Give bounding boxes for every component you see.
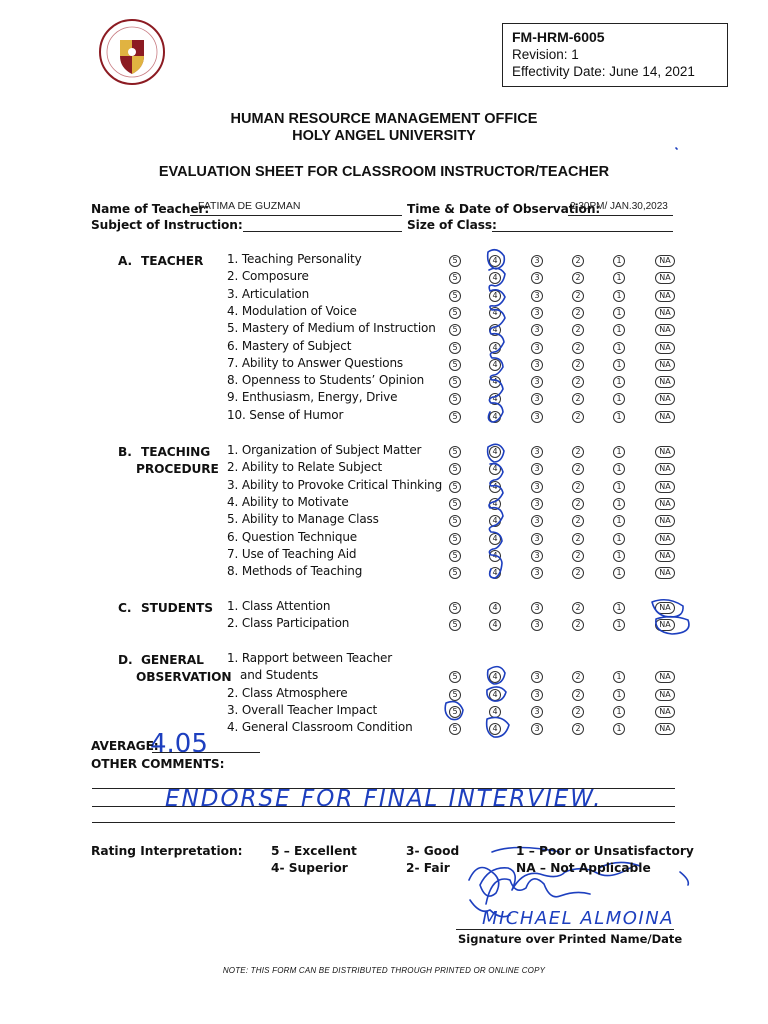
signature-name: MICHAEL ALMOINA (482, 908, 675, 929)
criterion-label: 1. Class Attention (227, 599, 331, 613)
rating-option-3[interactable]: 3 (531, 393, 543, 405)
criterion-label: 10. Sense of Humor (227, 407, 344, 422)
comment-line-3 (92, 822, 675, 823)
average-handwritten: 4.05 (150, 729, 208, 759)
section-name: TEACHER (141, 254, 204, 268)
criterion-label: 2. Composure (227, 269, 309, 284)
pen-circle-d1 (488, 667, 505, 684)
criterion-label: 8. Methods of Teaching (227, 564, 363, 579)
rating-option-na[interactable]: NA (655, 515, 675, 527)
rating-option-5[interactable]: 5 (449, 567, 461, 579)
rating-option-1[interactable]: 1 (613, 533, 625, 545)
rating-option-4[interactable]: 4 (489, 533, 501, 545)
rating-option-3[interactable]: 3 (531, 689, 543, 701)
criterion-label: 9. Enthusiasm, Energy, Drive (227, 390, 398, 405)
rating-option-5[interactable]: 5 (449, 411, 461, 423)
rating-option-4[interactable]: 4 (489, 342, 501, 354)
rating-option-5[interactable]: 5 (449, 515, 461, 527)
rating-option-4[interactable]: 4 (489, 515, 501, 527)
rating-option-2[interactable]: 2 (572, 619, 584, 631)
interp-fair: 2- Fair (406, 861, 450, 875)
rating-option-na[interactable]: NA (655, 533, 675, 545)
comment-line-2 (92, 806, 675, 807)
rating-option-4[interactable]: 4 (489, 689, 501, 701)
pen-circle-c1 (652, 600, 683, 617)
rating-option-2[interactable]: 2 (572, 723, 584, 735)
rating-option-5[interactable]: 5 (449, 706, 461, 718)
rating-option-2[interactable]: 2 (572, 255, 584, 267)
criterion-label: 5. Ability to Manage Class (227, 512, 379, 527)
office-title: HUMAN RESOURCE MANAGEMENT OFFICE (230, 111, 538, 127)
rating-option-1[interactable]: 1 (613, 359, 625, 371)
rating-option-1[interactable]: 1 (613, 723, 625, 735)
criterion-label: 6. Question Technique (227, 529, 358, 544)
pen-circle-d2 (487, 687, 506, 701)
criterion-label: 8. Openness to Students’ Opinion (227, 373, 425, 388)
rating-option-na[interactable]: NA (655, 393, 675, 405)
comment-line-1 (92, 788, 675, 789)
rating-option-na[interactable]: NA (655, 498, 675, 510)
rating-option-1[interactable]: 1 (613, 342, 625, 354)
revision: Revision: 1 (512, 47, 579, 62)
rating-option-na[interactable]: NA (655, 550, 675, 562)
rating-option-1[interactable]: 1 (613, 376, 625, 388)
rating-option-5[interactable]: 5 (449, 481, 461, 493)
rating-option-4[interactable]: 4 (489, 359, 501, 371)
rating-option-3[interactable]: 3 (531, 515, 543, 527)
criterion-label: 3. Ability to Provoke Critical Thinking (227, 477, 443, 492)
rating-option-1[interactable]: 1 (613, 324, 625, 336)
rating-option-4[interactable]: 4 (489, 446, 501, 458)
rating-option-4[interactable]: 4 (489, 706, 501, 718)
rating-option-4[interactable]: 4 (489, 723, 501, 735)
rating-option-5[interactable]: 5 (449, 671, 461, 683)
average-line (152, 752, 260, 753)
rating-option-1[interactable]: 1 (613, 689, 625, 701)
rating-option-3[interactable]: 3 (531, 619, 543, 631)
rating-option-5[interactable]: 5 (449, 376, 461, 388)
rating-option-na[interactable]: NA (655, 463, 675, 475)
rating-option-5[interactable]: 5 (449, 498, 461, 510)
rating-option-4[interactable]: 4 (489, 550, 501, 562)
rating-option-5[interactable]: 5 (449, 324, 461, 336)
rating-option-4[interactable]: 4 (489, 671, 501, 683)
time-value: 2:30PM/ JAN.30,2023 (570, 201, 668, 212)
rating-option-5[interactable]: 5 (449, 446, 461, 458)
criterion-label-continued: and Students (240, 668, 319, 683)
rating-option-2[interactable]: 2 (572, 498, 584, 510)
dot-mark (676, 148, 677, 149)
interpretation-label: Rating Interpretation: (91, 844, 243, 858)
rating-option-1[interactable]: 1 (613, 671, 625, 683)
rating-option-1[interactable]: 1 (613, 498, 625, 510)
rating-option-4[interactable]: 4 (489, 272, 501, 284)
rating-option-3[interactable]: 3 (531, 342, 543, 354)
rating-option-na[interactable]: NA (655, 481, 675, 493)
rating-option-na[interactable]: NA (655, 411, 675, 423)
rating-option-na[interactable]: NA (655, 567, 675, 579)
rating-option-1[interactable]: 1 (613, 411, 625, 423)
teacher-label: Name of Teacher: (91, 202, 210, 216)
rating-option-5[interactable]: 5 (449, 619, 461, 631)
rating-option-3[interactable]: 3 (531, 498, 543, 510)
rating-option-5[interactable]: 5 (449, 307, 461, 319)
pen-circle-d3 (445, 702, 463, 720)
criterion-label: 2. Class Atmosphere (227, 685, 348, 700)
rating-option-2[interactable]: 2 (572, 533, 584, 545)
criterion-label: 3. Overall Teacher Impact (227, 702, 378, 717)
rating-option-na[interactable]: NA (655, 706, 675, 718)
university-title: HOLY ANGEL UNIVERSITY (292, 128, 476, 144)
rating-option-3[interactable]: 3 (531, 463, 543, 475)
rating-option-1[interactable]: 1 (613, 515, 625, 527)
rating-option-1[interactable]: 1 (613, 307, 625, 319)
average-label: AVERAGE: (91, 739, 159, 753)
rating-option-3[interactable]: 3 (531, 255, 543, 267)
rating-option-2[interactable]: 2 (572, 324, 584, 336)
section-name: GENERAL (141, 653, 204, 667)
section-name: TEACHING (141, 445, 211, 459)
interp-na: NA – Not Applicable (516, 861, 651, 875)
section-name: OBSERVATION (136, 670, 232, 685)
rating-option-3[interactable]: 3 (531, 359, 543, 371)
criterion-label: 7. Use of Teaching Aid (227, 546, 357, 561)
rating-option-3[interactable]: 3 (531, 567, 543, 579)
interp-poor: 1 – Poor or Unsatisfactory (516, 844, 694, 858)
rating-option-na[interactable]: NA (655, 307, 675, 319)
rating-option-5[interactable]: 5 (449, 255, 461, 267)
criterion-label: 7. Ability to Answer Questions (227, 355, 404, 370)
form-title: EVALUATION SHEET FOR CLASSROOM INSTRUCTOR/TEACHER (158, 164, 610, 180)
rating-option-4[interactable]: 4 (489, 567, 501, 579)
rating-option-5[interactable]: 5 (449, 602, 461, 614)
rating-option-1[interactable]: 1 (613, 463, 625, 475)
rating-option-5[interactable]: 5 (449, 342, 461, 354)
rating-option-5[interactable]: 5 (449, 463, 461, 475)
rating-option-4[interactable]: 4 (489, 411, 501, 423)
rating-option-2[interactable]: 2 (572, 550, 584, 562)
pen-circle-b-chain (489, 464, 503, 578)
rating-option-2[interactable]: 2 (572, 515, 584, 527)
rating-option-5[interactable]: 5 (449, 290, 461, 302)
rating-option-na[interactable]: NA (655, 272, 675, 284)
rating-option-3[interactable]: 3 (531, 671, 543, 683)
rating-option-2[interactable]: 2 (572, 272, 584, 284)
rating-option-3[interactable]: 3 (531, 446, 543, 458)
rating-option-2[interactable]: 2 (572, 602, 584, 614)
subject-label: Subject of Instruction: (91, 218, 243, 232)
rating-option-5[interactable]: 5 (449, 359, 461, 371)
pen-circle-c2 (656, 617, 689, 634)
rating-option-3[interactable]: 3 (531, 324, 543, 336)
rating-option-1[interactable]: 1 (613, 481, 625, 493)
criterion-label: 5. Mastery of Medium of Instruction (227, 321, 436, 336)
rating-option-2[interactable]: 2 (572, 706, 584, 718)
section-letter: D. (118, 653, 133, 667)
rating-option-4[interactable]: 4 (489, 619, 501, 631)
rating-option-4[interactable]: 4 (489, 498, 501, 510)
rating-option-2[interactable]: 2 (572, 342, 584, 354)
criterion-label: 2. Class Participation (227, 616, 350, 631)
rating-option-na[interactable]: NA (655, 376, 675, 388)
section-name: STUDENTS (141, 601, 213, 615)
rating-option-2[interactable]: 2 (572, 671, 584, 683)
rating-option-na[interactable]: NA (655, 619, 675, 631)
rating-option-3[interactable]: 3 (531, 602, 543, 614)
rating-option-3[interactable]: 3 (531, 481, 543, 493)
rating-option-4[interactable]: 4 (489, 393, 501, 405)
rating-option-5[interactable]: 5 (449, 550, 461, 562)
rating-option-2[interactable]: 2 (572, 411, 584, 423)
rating-option-na[interactable]: NA (655, 446, 675, 458)
form-code: FM-HRM-6005 (512, 29, 605, 45)
rating-option-na[interactable]: NA (655, 342, 675, 354)
rating-option-1[interactable]: 1 (613, 567, 625, 579)
rating-option-na[interactable]: NA (655, 671, 675, 683)
rating-option-1[interactable]: 1 (613, 550, 625, 562)
rating-option-2[interactable]: 2 (572, 567, 584, 579)
rating-option-2[interactable]: 2 (572, 481, 584, 493)
rating-option-4[interactable]: 4 (489, 602, 501, 614)
rating-option-na[interactable]: NA (655, 723, 675, 735)
rating-option-3[interactable]: 3 (531, 376, 543, 388)
rating-option-na[interactable]: NA (655, 290, 675, 302)
section-letter: C. (118, 601, 132, 615)
rating-option-3[interactable]: 3 (531, 723, 543, 735)
rating-option-4[interactable]: 4 (489, 255, 501, 267)
rating-option-4[interactable]: 4 (489, 463, 501, 475)
rating-option-na[interactable]: NA (655, 689, 675, 701)
rating-option-2[interactable]: 2 (572, 359, 584, 371)
section-letter: B. (118, 445, 132, 459)
rating-option-na[interactable]: NA (655, 602, 675, 614)
rating-option-4[interactable]: 4 (489, 290, 501, 302)
rating-option-1[interactable]: 1 (613, 290, 625, 302)
effectivity-date: Effectivity Date: June 14, 2021 (512, 64, 695, 79)
signature-label: Signature over Printed Name/Date (458, 932, 683, 946)
rating-option-5[interactable]: 5 (449, 689, 461, 701)
pen-circle-a1 (488, 250, 505, 269)
pen-circle-d4 (487, 717, 509, 737)
interp-excellent: 5 – Excellent (271, 844, 357, 858)
rating-option-1[interactable]: 1 (613, 393, 625, 405)
rating-option-3[interactable]: 3 (531, 411, 543, 423)
criterion-label: 4. Ability to Motivate (227, 494, 349, 509)
comments-label: OTHER COMMENTS: (91, 757, 225, 771)
rating-option-3[interactable]: 3 (531, 290, 543, 302)
criterion-label: 3. Articulation (227, 286, 310, 301)
time-label: Time & Date of Observation: (407, 202, 601, 216)
rating-option-1[interactable]: 1 (613, 619, 625, 631)
criterion-label: 6. Mastery of Subject (227, 338, 352, 353)
rating-option-3[interactable]: 3 (531, 533, 543, 545)
criterion-label: 1. Teaching Personality (227, 252, 362, 266)
rating-option-4[interactable]: 4 (489, 324, 501, 336)
rating-option-5[interactable]: 5 (449, 723, 461, 735)
rating-option-5[interactable]: 5 (449, 533, 461, 545)
rating-option-1[interactable]: 1 (613, 272, 625, 284)
criterion-label: 4. Modulation of Voice (227, 303, 357, 318)
rating-option-2[interactable]: 2 (572, 307, 584, 319)
interp-superior: 4- Superior (271, 861, 348, 875)
rating-option-3[interactable]: 3 (531, 550, 543, 562)
rating-option-1[interactable]: 1 (613, 706, 625, 718)
rating-option-2[interactable]: 2 (572, 376, 584, 388)
rating-option-2[interactable]: 2 (572, 689, 584, 701)
rating-option-na[interactable]: NA (655, 255, 675, 267)
rating-option-1[interactable]: 1 (613, 602, 625, 614)
rating-option-5[interactable]: 5 (449, 272, 461, 284)
rating-option-1[interactable]: 1 (613, 446, 625, 458)
comment-handwritten: ENDORSE FOR FINAL INTERVIEW. (165, 786, 603, 812)
rating-option-4[interactable]: 4 (489, 376, 501, 388)
criterion-label: 1. Organization of Subject Matter (227, 443, 422, 457)
teacher-name: FATIMA DE GUZMAN (198, 200, 301, 212)
criterion-label: 4. General Classroom Condition (227, 720, 413, 735)
criterion-label: 1. Rapport between Teacher (227, 651, 393, 665)
rating-option-2[interactable]: 2 (572, 446, 584, 458)
pen-circle-b1 (488, 444, 504, 462)
section-letter: A. (118, 254, 133, 268)
section-name: PROCEDURE (136, 462, 219, 477)
footer-note: NOTE: THIS FORM CAN BE DISTRIBUTED THROUGH PRINTED OR ONLINE COPY (222, 966, 546, 975)
rating-option-3[interactable]: 3 (531, 272, 543, 284)
rating-option-4[interactable]: 4 (489, 307, 501, 319)
interp-good: 3- Good (406, 844, 460, 858)
criterion-label: 2. Ability to Relate Subject (227, 460, 383, 475)
pen-circle-a-chain (488, 268, 505, 422)
rating-option-2[interactable]: 2 (572, 290, 584, 302)
rating-option-3[interactable]: 3 (531, 706, 543, 718)
rating-option-5[interactable]: 5 (449, 393, 461, 405)
class-size-label: Size of Class: (407, 218, 497, 232)
signature-line (456, 929, 674, 930)
rating-option-2[interactable]: 2 (572, 463, 584, 475)
rating-option-na[interactable]: NA (655, 324, 675, 336)
rating-option-3[interactable]: 3 (531, 307, 543, 319)
rating-option-1[interactable]: 1 (613, 255, 625, 267)
rating-option-4[interactable]: 4 (489, 481, 501, 493)
rating-option-na[interactable]: NA (655, 359, 675, 371)
rating-option-2[interactable]: 2 (572, 393, 584, 405)
